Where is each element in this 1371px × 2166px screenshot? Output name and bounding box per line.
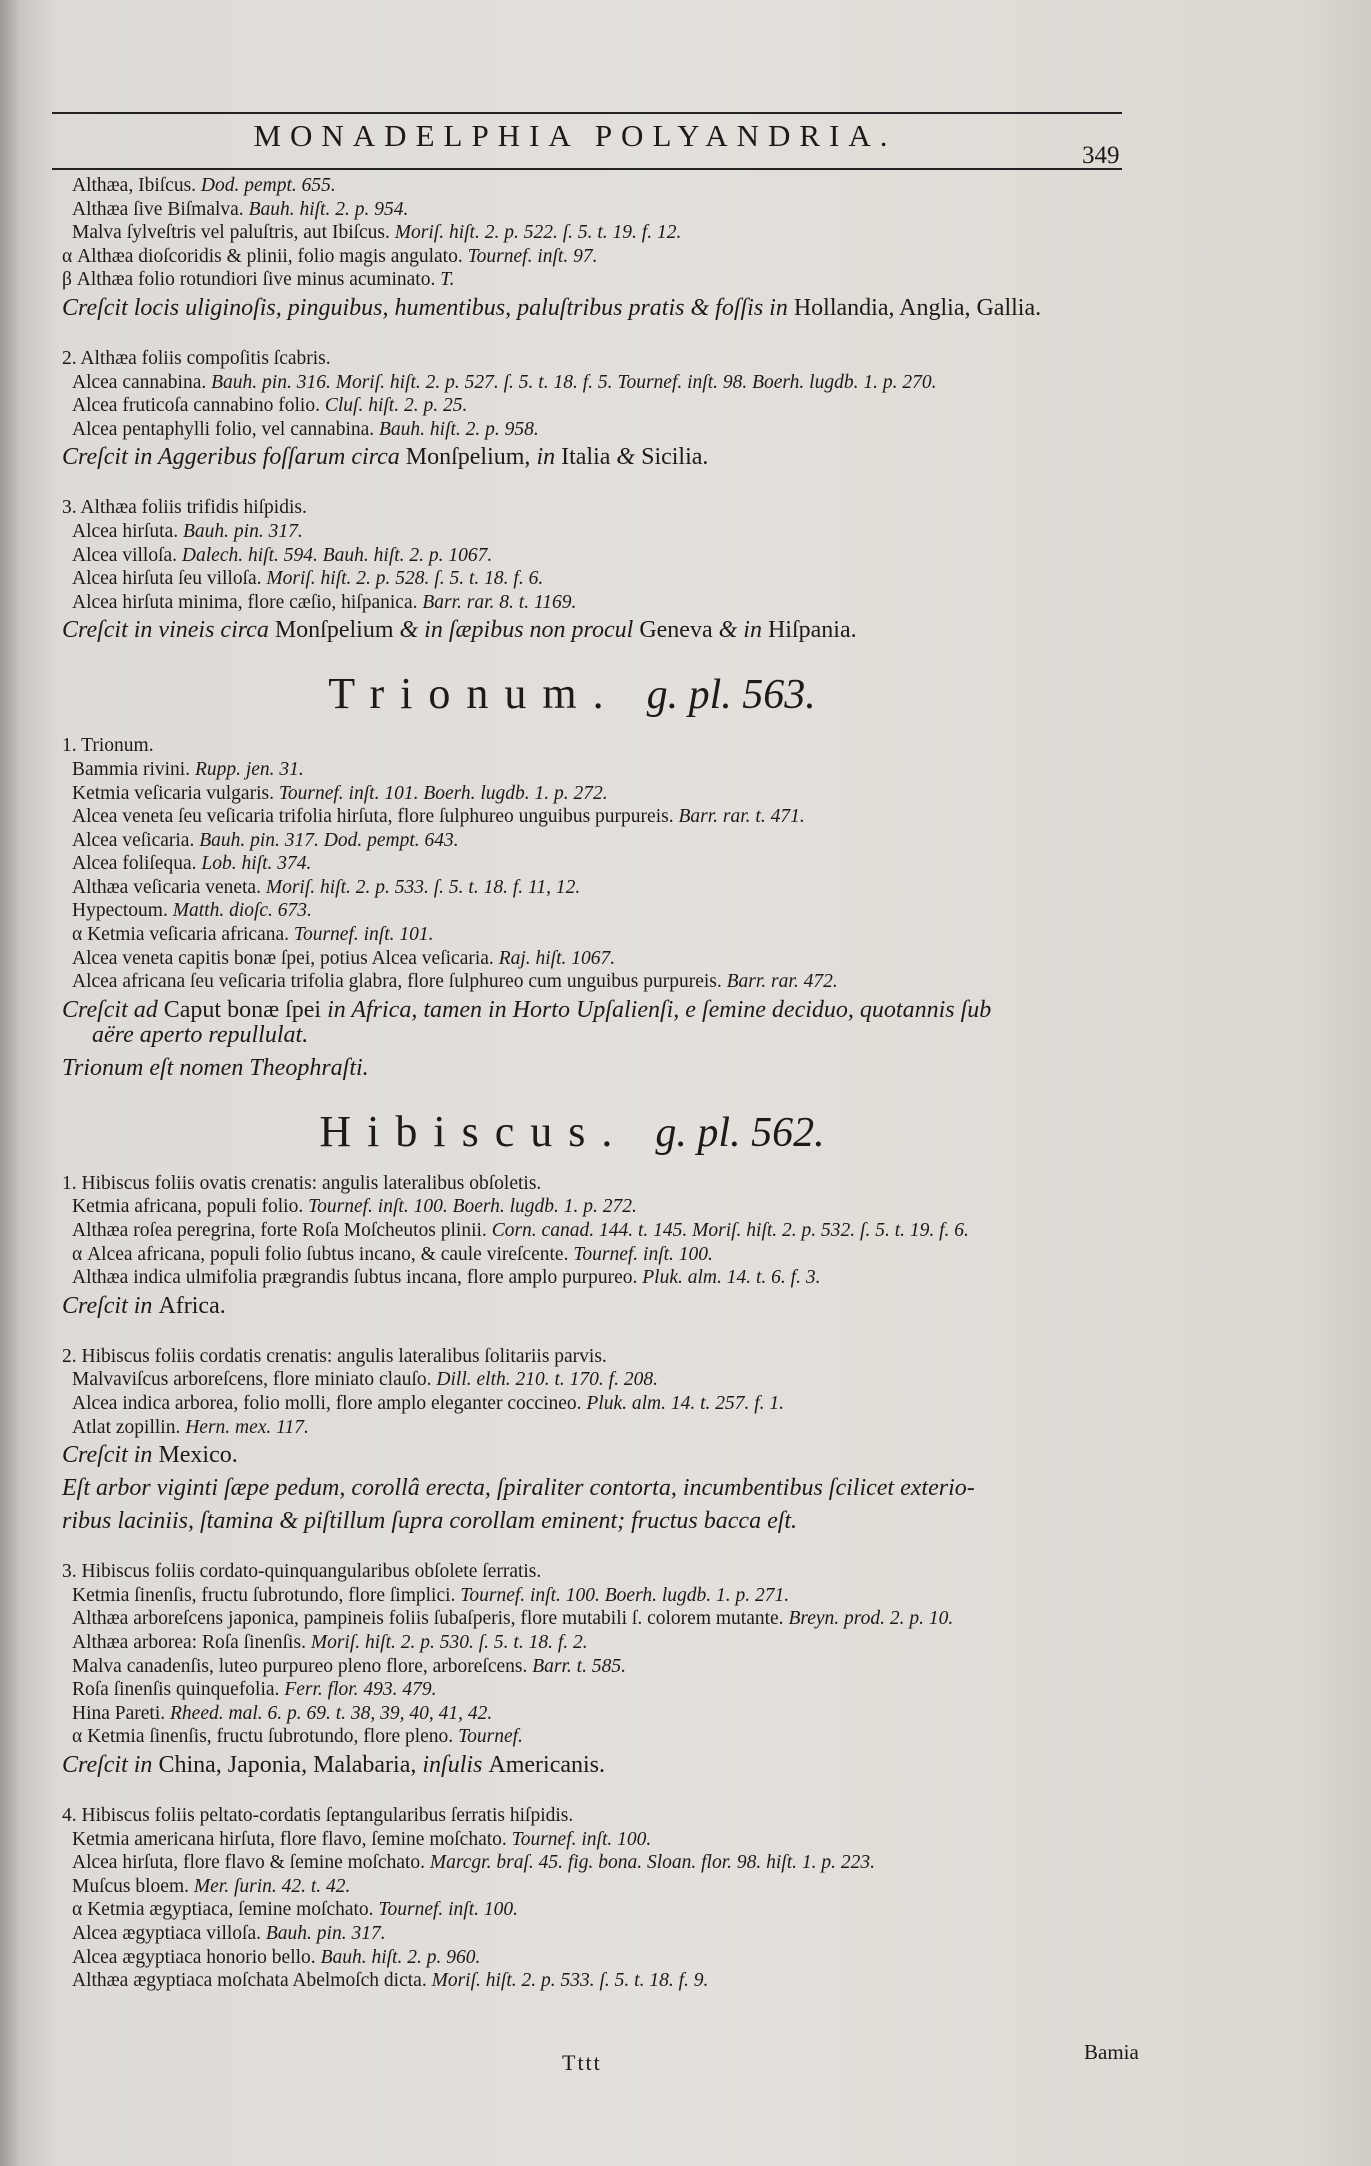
synonym-line: Alcea veneta ſeu veſicaria trifolia hirſuta, flore ſulphureo unguibus purpureis. Barr. rar. t. 471. — [72, 806, 805, 828]
synonym-line: Alcea hirſuta ſeu villoſa. Moriſ. hiſt. 2. p. 528. ſ. 5. t. 18. f. 6. — [72, 568, 544, 590]
synonym-line: α Ketmia veſicaria africana. Tournef. inſt. 101. — [72, 924, 434, 946]
synonym-line: Muſcus bloem. Mer. ſurin. 42. t. 42. — [72, 1875, 351, 1897]
synonym-line: α Ketmia ſinenſis, fructu ſubrotundo, flore pleno. Tournef. — [72, 1726, 523, 1748]
header-rule-top — [52, 112, 1122, 114]
synonym-line: Alcea veſicaria. Bauh. pin. 317. Dod. pempt. 643. — [72, 829, 459, 851]
note-hibiscus-2b: ribus laciniis, ſtamina & piſtillum ſupra corollam eminent; fructus bacca eſt. — [62, 1508, 798, 1535]
signature-mark: Tttt — [562, 2050, 602, 2075]
hibiscus-species-1 — [62, 1172, 1142, 1290]
synonym-line: Althæa arborea: Roſa ſinenſis. Moriſ. hiſt. 2. p. 530. ſ. 5. t. 18. f. 2. — [72, 1631, 588, 1653]
synonym-line: Althæa indica ulmifolia prægrandis ſubtus incana, flore amplo purpureo. Pluk. alm. 14. t. 6. f. 3. — [72, 1267, 821, 1289]
catchword: Bamia — [1084, 2040, 1139, 2064]
genus-heading-hibiscus: Hibiscus. g. pl. 562. — [319, 1106, 825, 1156]
synonym-line: Ketmia africana, populi folio. Tournef. inſt. 100. Boerh. lugdb. 1. p. 272. — [72, 1196, 637, 1218]
crescit-hibiscus-2: Creſcit in Mexico. — [62, 1442, 238, 1469]
synonym-line: 2. Althæa foliis compoſitis ſcabris. — [62, 347, 331, 369]
species-heading: 4. Hibiscus foliis peltato-cordatis ſeptangularibus ſerratis hiſpidis. — [62, 1804, 574, 1826]
genus-heading-trionum: Trionum. g. pl. 563. — [328, 669, 816, 719]
synonym-line: Malvaviſcus arboreſcens, flore miniato clauſo. Dill. elth. 210. t. 170. f. 208. — [72, 1369, 658, 1391]
note-hibiscus-2a: Eſt arbor viginti ſæpe pedum, corollâ erecta, ſpiraliter contorta, incumbentibus ſcilicet exterio- — [62, 1475, 975, 1502]
header-rule-bottom — [52, 168, 1122, 170]
synonym-line: Althæa roſea peregrina, forte Roſa Moſcheutos plinii. Corn. canad. 144. t. 145. Moriſ. hiſt. 2. p. 532. ſ. 5. t. 19. f. 6. — [72, 1220, 969, 1242]
hibiscus-species-4 — [62, 1804, 1142, 1993]
synonym-line: Alcea cannabina. Bauh. pin. 316. Moriſ. hiſt. 2. p. 527. ſ. 5. t. 18. f. 5. Tournef. inſt. 98. Boerh. lugdb. 1. p. 270. — [72, 371, 937, 393]
synonym-line: Alcea ægyptiaca honorio bello. Bauh. hiſt. 2. p. 960. — [72, 1946, 481, 1968]
note-trionum: Trionum eſt nomen Theophraſti. — [62, 1054, 369, 1081]
synonym-line: Alcea ægyptiaca villoſa. Bauh. pin. 317. — [72, 1922, 386, 1944]
synonym-line: Alcea hirſuta minima, flore cæſio, hiſpanica. Barr. rar. 8. t. 1169. — [72, 591, 577, 613]
synonym-line: Althæa veſicaria veneta. Moriſ. hiſt. 2. p. 533. ſ. 5. t. 18. f. 11, 12. — [72, 876, 581, 898]
page-body — [62, 174, 1142, 1993]
synonym-line: Atlat zopillin. Hern. mex. 117. — [72, 1416, 309, 1438]
crescit-trionum-cont: aëre aperto repullulat. — [92, 1021, 309, 1048]
hibiscus-species-3 — [62, 1560, 1142, 1749]
synonym-line: Alcea hirſuta, flore flavo & ſemine moſchato. Marcgr. braſ. 45. fig. bona. Sloan. flor. 98. hiſt. 1. p. 223. — [72, 1852, 876, 1874]
hibiscus-species-2 — [62, 1345, 1142, 1439]
synonym-line: Alcea veneta capitis bonæ ſpei, potius Alcea veſicaria. Raj. hiſt. 1067. — [72, 947, 616, 969]
species-heading: 1. Trionum. — [62, 735, 154, 757]
synonym-line: Bammia rivini. Rupp. jen. 31. — [72, 758, 304, 780]
synonym-line: α Alcea africana, populi folio ſubtus incano, & caule vireſcente. Tournef. inſt. 100. — [72, 1243, 713, 1265]
synonym-line: Alcea africana ſeu veſicaria trifolia glabra, flore ſulphureo cum unguibus purpureis. Barr. rar. 472. — [72, 971, 838, 993]
synonym-line: Roſa ſinenſis quinquefolia. Ferr. flor. 493. 479. — [72, 1679, 437, 1701]
trionum-entries — [62, 734, 1142, 994]
crescit-hibiscus-1: Creſcit in Africa. — [62, 1292, 226, 1319]
synonym-line: Hypectoum. Matth. dioſc. 673. — [72, 900, 312, 922]
synonym-line: Alcea pentaphylli folio, vel cannabina. Bauh. hiſt. 2. p. 958. — [72, 418, 539, 440]
crescit-hibiscus-3: Creſcit in China, Japonia, Malabaria, inſulis Americanis. — [62, 1751, 605, 1778]
synonym-line: Althæa, Ibiſcus. Dod. pempt. 655. — [72, 175, 336, 196]
synonym-line: 3. Althæa foliis trifidis hiſpidis. — [62, 497, 307, 519]
synonym-line: Alcea foliſequa. Lob. hiſt. 374. — [72, 853, 312, 875]
synonym-line: Althæa ægyptiaca moſchata Abelmoſch dicta. Moriſ. hiſt. 2. p. 533. ſ. 5. t. 18. f. 9. — [72, 1970, 709, 1992]
synonym-line: Hina Pareti. Rheed. mal. 6. p. 69. t. 38, 39, 40, 41, 42. — [72, 1702, 493, 1724]
synonym-line: Alcea indica arborea, folio molli, flore amplo eleganter coccineo. Pluk. alm. 14. t. 257. f. 1. — [72, 1393, 785, 1414]
crescit-althaea-1: Creſcit locis uliginoſis, pinguibus, humentibus, paluſtribus pratis & foſſis in Hollandia, Anglia, Gallia. — [62, 294, 1042, 321]
page-number: 349 — [1082, 142, 1120, 169]
species-heading: 1. Hibiscus foliis ovatis crenatis: angulis lateralibus obſoletis. — [62, 1172, 542, 1194]
synonym-line: Althæa ſive Biſmalva. Bauh. hiſt. 2. p. 954. — [72, 198, 409, 220]
synonym-line: Malva canadenſis, luteo purpureo pleno flore, arboreſcens. Barr. t. 585. — [72, 1655, 626, 1677]
species-heading: 3. Hibiscus foliis cordato-quinquangularibus obſolete ſerratis. — [62, 1561, 542, 1583]
synonym-line: α Althæa dioſcoridis & plinii, folio magis angulato. Tournef. inſt. 97. — [62, 245, 598, 267]
synonym-line: Ketmia veſicaria vulgaris. Tournef. inſt. 101. Boerh. lugdb. 1. p. 272. — [72, 782, 608, 804]
synonym-line: Alcea hirſuta. Bauh. pin. 317. — [72, 520, 303, 542]
synonym-line: Ketmia ſinenſis, fructu ſubrotundo, flore ſimplici. Tournef. inſt. 100. Boerh. lugdb. 1. p. 271. — [72, 1584, 790, 1606]
synonym-line: Malva ſylveſtris vel paluſtris, aut Ibiſcus. Moriſ. hiſt. 2. p. 522. ſ. 5. t. 19. f. 12. — [72, 222, 682, 244]
synonym-line: β Althæa folio rotundiori ſive minus acuminato. T. — [62, 269, 455, 291]
synonym-line: Alcea villoſa. Dalech. hiſt. 594. Bauh. hiſt. 2. p. 1067. — [72, 544, 493, 566]
crescit-trionum: Creſcit ad Caput bonæ ſpei in Africa, tamen in Horto Upſalienſi, e ſemine deciduo, quotannis ſub — [62, 996, 992, 1023]
synonym-line: Ketmia americana hirſuta, flore flavo, ſemine moſchato. Tournef. inſt. 100. — [72, 1828, 652, 1850]
synonym-line: Alcea fruticoſa cannabino folio. Cluſ. hiſt. 2. p. 25. — [72, 395, 468, 417]
species-heading: 2. Hibiscus foliis cordatis crenatis: angulis lateralibus ſolitariis parvis. — [62, 1345, 607, 1367]
running-header: MONADELPHIA POLYANDRIA. — [253, 118, 897, 153]
synonym-line: Althæa arboreſcens japonica, pampineis foliis ſubaſperis, flore mutabili ſ. colorem mutante. Breyn. prod. 2. p. 10. — [72, 1608, 954, 1630]
althaea-section — [62, 174, 1142, 647]
crescit-althaea-2: Creſcit in Aggeribus foſſarum circa Monſpelium, in Italia & Sicilia. — [62, 444, 709, 471]
crescit-althaea-3: Creſcit in vineis circa Monſpelium & in ſæpibus non procul Geneva & in Hiſpania. — [62, 617, 857, 644]
synonym-line: α Ketmia ægyptiaca, ſemine moſchato. Tournef. inſt. 100. — [72, 1899, 519, 1921]
